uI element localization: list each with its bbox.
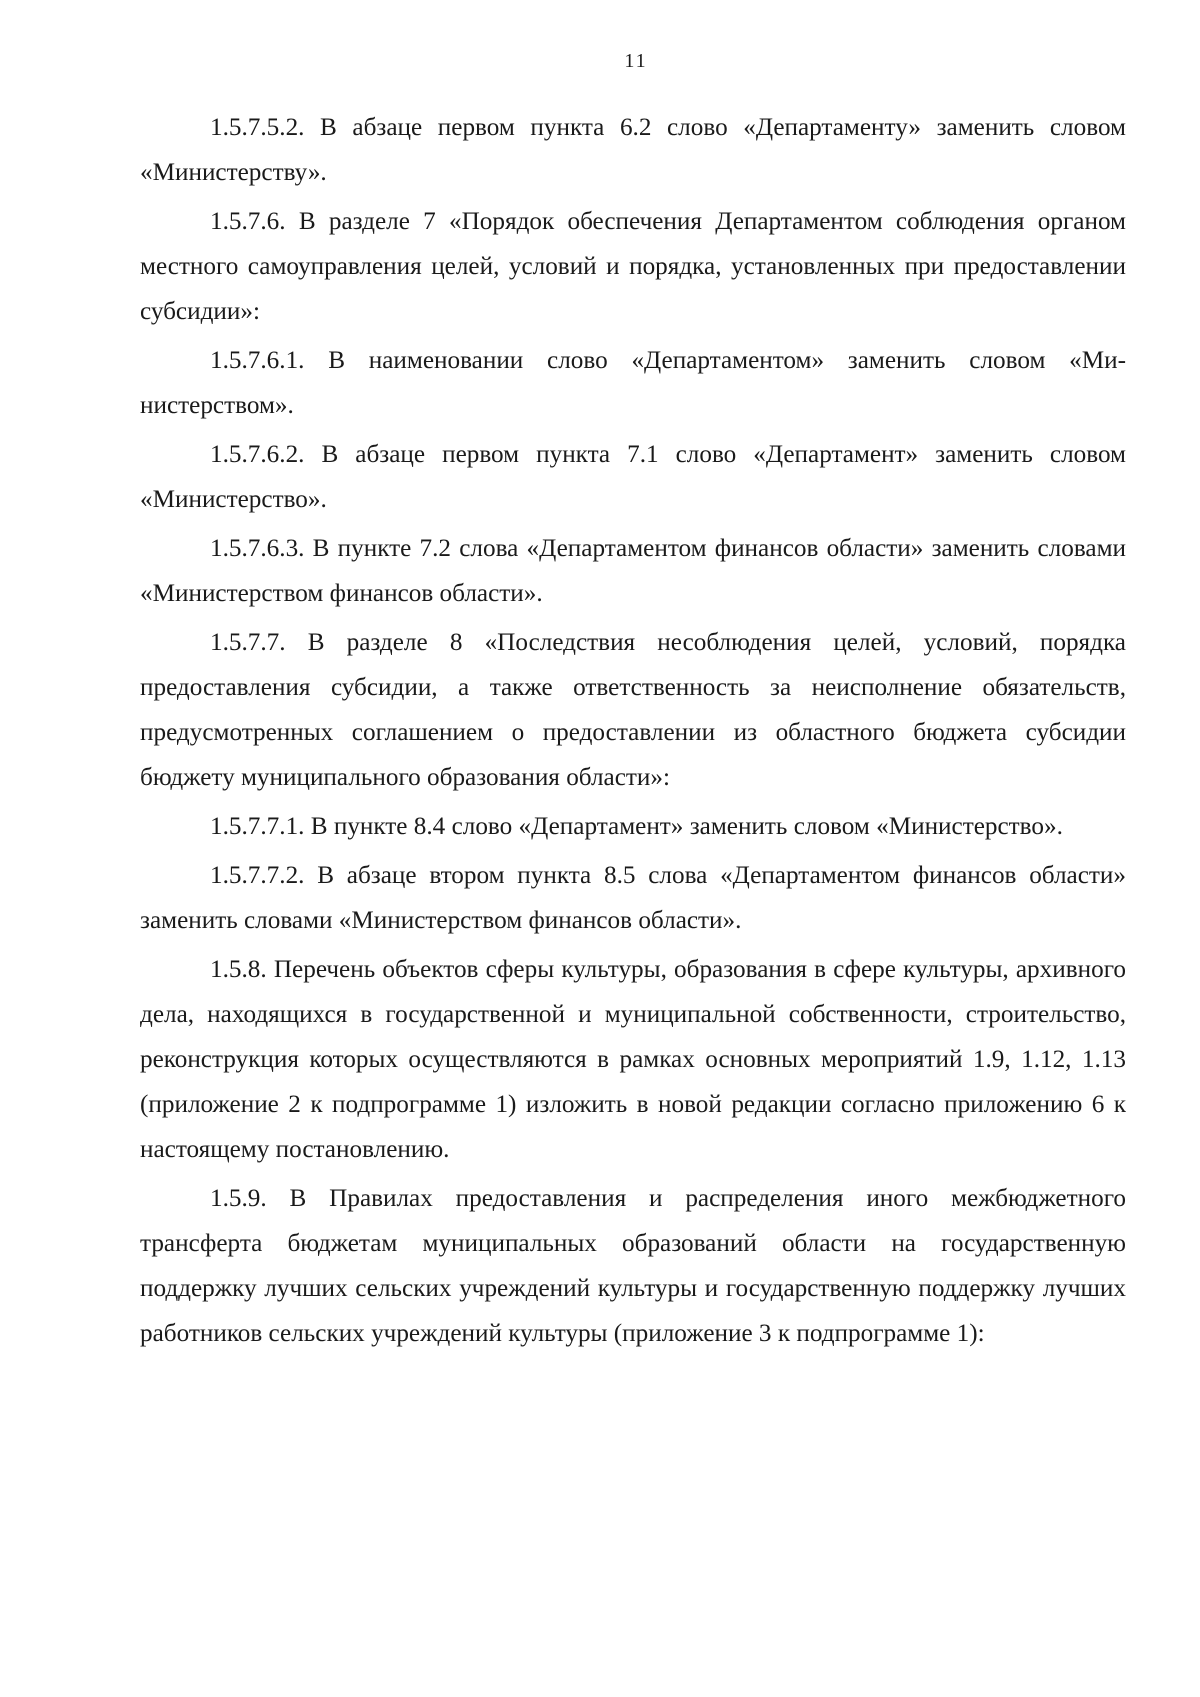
paragraph-1-5-8: 1.5.8. Перечень объектов сферы культуры, образования в сфере культуры, архивного дела, находящихся в государственной и муниципальной собственности, строительство, реконструкция которых осуществляются в рамках основных мероприятий 1.9, 1.12, 1.13 (приложение 2 к подпрограмме 1) изложить в новой редакции согласно приложению 6 к настоящему постановлению. [140,956,1126,1163]
page-number: 11 [624,50,648,72]
paragraph-1-5-7-7-1: 1.5.7.7.1. В пункте 8.4 слово «Департамент» заменить словом «Министерство». [210,813,1063,840]
paragraph-1-5-7-6: 1.5.7.6. В разделе 7 «Порядок обеспечения Департаментом соблюдения органом местного самоуправления целей, условий и порядка, установленных при предоставлении субсидии»: [140,208,1126,325]
document-body [140,105,1126,1360]
paragraph-1-5-7-7-2: 1.5.7.7.2. В абзаце втором пункта 8.5 слова «Департаментом финансов области» заменить словами «Министерством финансов области». [140,862,1126,934]
paragraph-1-5-7-6-3: 1.5.7.6.3. В пункте 7.2 слова «Департаментом финансов области» заменить словами «Министерством финансов области». [140,535,1126,607]
paragraph-1-5-7-6-1: 1.5.7.6.1. В наименовании слово «Департаментом» заменить словом «Министерством». [140,347,1126,419]
paragraph-1-5-9: 1.5.9. В Правилах предоставления и распределения иного межбюджетного трансферта бюджетам муниципальных образований области на государственную поддержку лучших сельских учреждений культуры и государственную поддержку лучших работников сельских учреждений культуры (приложение 3 к подпрограмме 1): [140,1185,1126,1347]
paragraph-1-5-7-5-2: 1.5.7.5.2. В абзаце первом пункта 6.2 слово «Департаменту» заменить словом «Министерству». [140,114,1126,186]
paragraph-1-5-7-7: 1.5.7.7. В разделе 8 «Последствия несоблюдения целей, условий, порядка предоставления субсидии, а также ответственность за неисполнение обязательств, предусмотренных соглашением о предоставлении из областного бюджета субсидии бюджету муниципального образования области»: [140,629,1126,791]
paragraph-1-5-7-6-2: 1.5.7.6.2. В абзаце первом пункта 7.1 слово «Департамент» заменить словом «Министерство». [140,441,1126,513]
